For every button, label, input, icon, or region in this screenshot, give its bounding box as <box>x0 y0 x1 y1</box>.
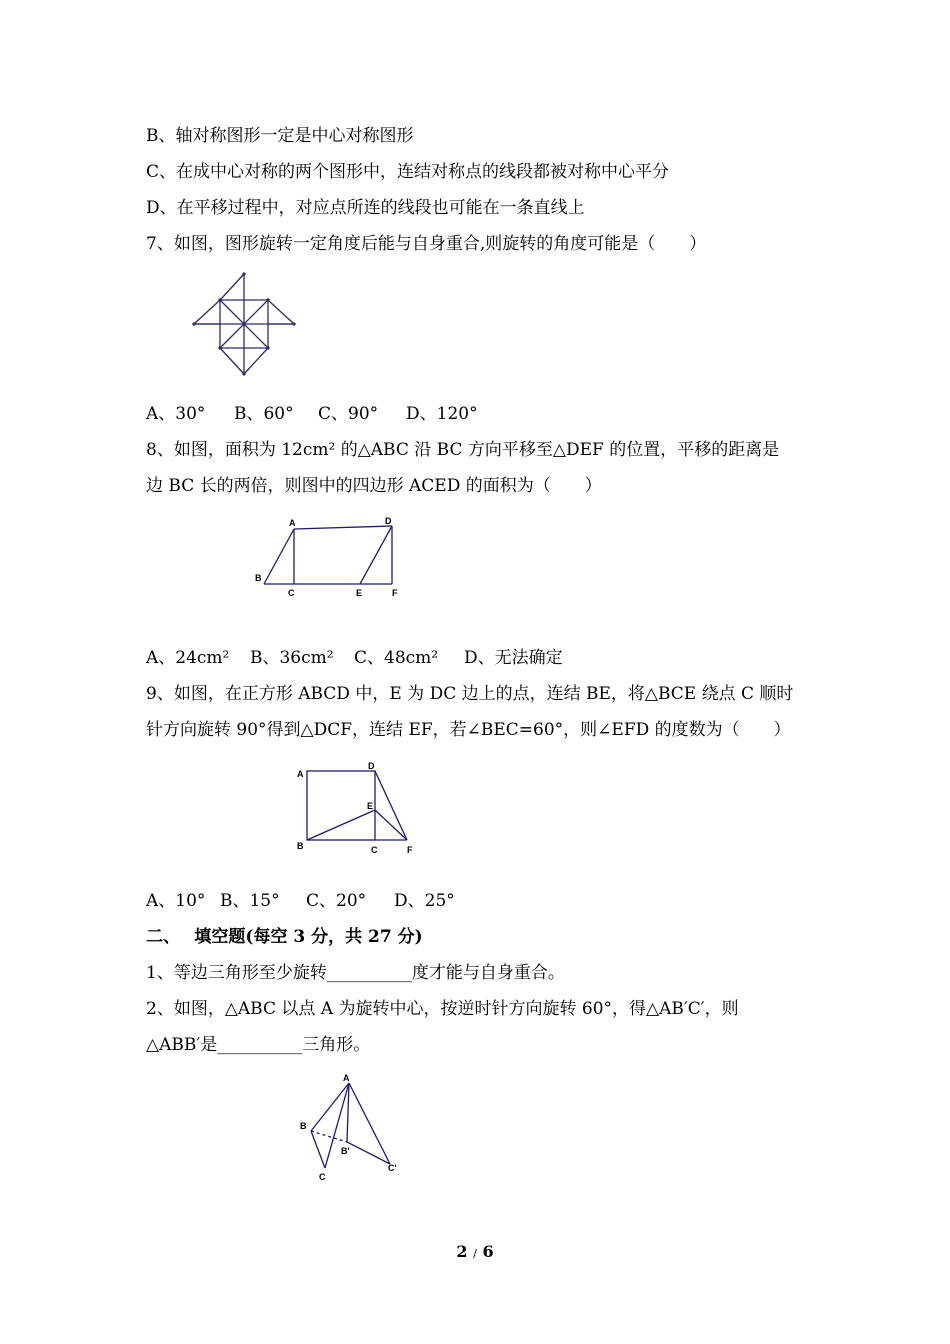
fig8-label-b: B <box>255 573 262 583</box>
option-c-statement: C、在成中心对称的两个图形中，连结对称点的线段都被对称中心平分 <box>146 162 670 182</box>
section-2-heading: 二、 填空题(每空 3 分，共 27 分) <box>146 927 423 947</box>
total-pages: 6 <box>482 1242 494 1261</box>
q9-option-c[interactable]: C、20° <box>306 891 367 911</box>
fig10-label-a: A <box>343 1073 350 1083</box>
q9-option-d[interactable]: D、25° <box>394 891 455 911</box>
fill-question-2-line2: △ABB′是__________三角形。 <box>146 1035 371 1055</box>
fig9-label-c: C <box>371 845 378 855</box>
square-rotation-figure <box>293 758 423 858</box>
fig10-label-c-prime: C' <box>388 1163 397 1173</box>
question-8-options <box>146 647 563 669</box>
fig9-label-e: E <box>367 801 374 811</box>
question-9-line1: 9、如图，在正方形 ABCD 中，E 为 DC 边上的点，连结 BE，将△BCE 绕点 C 顺时 <box>146 684 794 704</box>
fig10-label-c: C <box>319 1172 326 1182</box>
fig9-label-b: B <box>297 841 304 851</box>
fig8-label-a: A <box>289 518 296 528</box>
question-7: 7、如图，图形旋转一定角度后能与自身重合,则旋转的角度可能是（ ） <box>146 234 707 254</box>
q9-option-b[interactable]: B、15° <box>220 891 280 911</box>
option-d-statement: D、在平移过程中，对应点所连的线段也可能在一条直线上 <box>146 198 585 218</box>
question-7-options <box>146 403 478 425</box>
fig10-label-b: B <box>300 1121 307 1131</box>
q8-option-d[interactable]: D、无法确定 <box>464 648 563 668</box>
fig9-label-a: A <box>297 769 304 779</box>
page-separator: / <box>473 1247 477 1260</box>
q9-option-a[interactable]: A、10° <box>146 891 206 911</box>
triangle-rotation-figure <box>295 1070 405 1185</box>
q8-option-a[interactable]: A、24cm² <box>146 648 230 668</box>
question-8-line1: 8、如图，面积为 12cm² 的△ABC 沿 BC 方向平移至△DEF 的位置，平移的距离是 <box>146 440 780 460</box>
q7-option-c[interactable]: C、90° <box>318 404 379 424</box>
fill-question-1: 1、等边三角形至少旋转__________度才能与自身重合。 <box>146 963 565 983</box>
translation-figure <box>252 515 412 600</box>
question-9-line2: 针方向旋转 90°得到△DCF，连结 EF，若∠BEC=60°，则∠EFD 的度数为（ ） <box>146 720 791 740</box>
fig9-label-d: D <box>368 761 375 771</box>
question-8-line2: 边 BC 长的两倍，则图中的四边形 ACED 的面积为（ ） <box>146 476 602 496</box>
fig10-label-b-prime: B' <box>341 1146 350 1156</box>
fill-question-2-line1: 2、如图，△ABC 以点 A 为旋转中心，按逆时针方向旋转 60°，得△AB′C′，则 <box>146 999 739 1019</box>
fig8-label-f: F <box>392 588 398 598</box>
option-b-statement: B、轴对称图形一定是中心对称图形 <box>146 126 414 146</box>
pinwheel-figure <box>190 270 300 378</box>
question-9-options <box>146 890 455 912</box>
fig8-label-d: D <box>385 516 392 526</box>
q7-option-b[interactable]: B、60° <box>234 404 294 424</box>
fig9-label-f: F <box>407 845 413 855</box>
current-page: 2 <box>456 1242 468 1261</box>
page-number <box>0 1242 950 1261</box>
fig8-label-c: C <box>288 588 295 598</box>
q7-option-d[interactable]: D、120° <box>406 404 478 424</box>
q8-option-b[interactable]: B、36cm² <box>250 648 334 668</box>
fig8-label-e: E <box>356 588 363 598</box>
q7-option-a[interactable]: A、30° <box>146 404 206 424</box>
q8-option-c[interactable]: C、48cm² <box>354 648 439 668</box>
